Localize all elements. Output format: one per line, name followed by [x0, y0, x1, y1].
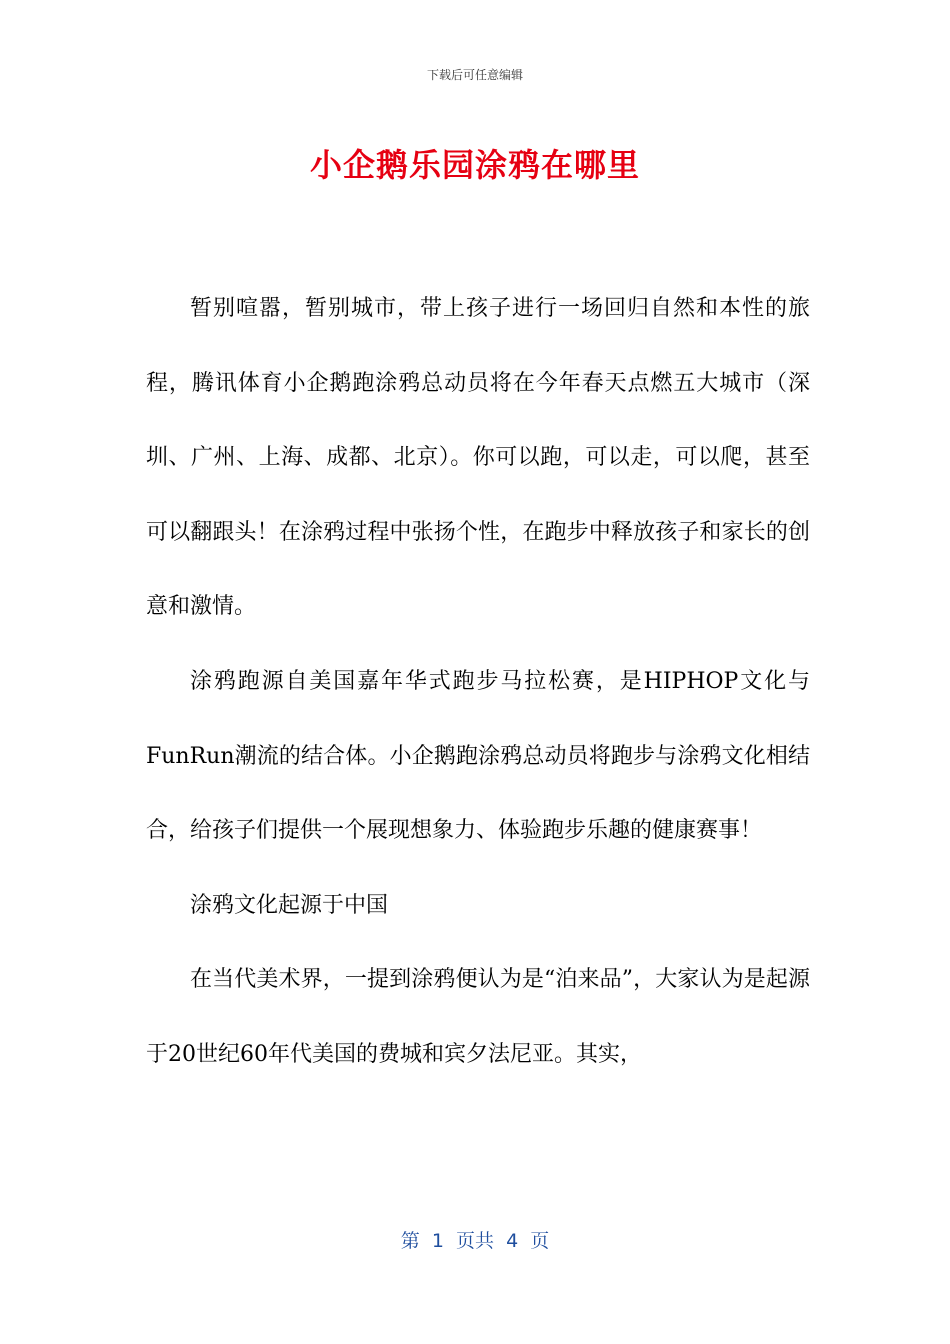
paragraph-3: 涂鸦文化起源于中国: [190, 892, 389, 918]
paragraph-2: 涂鸦跑源自美国嘉年华式跑步马拉松赛，是HIPHOP文化与FunRun潮流的结合体。小企鹅跑涂鸦总动员将跑步与涂鸦文化相结合，给孩子们提供一个展现想象力、体验跑步乐趣的健康赛事！: [146, 668, 810, 844]
paragraph-1: 暂别喧嚣，暂别城市，带上孩子进行一场回归自然和本性的旅程，腾讯体育小企鹅跑涂鸦总动员将在今年春天点燃五大城市（深圳、广州、上海、成都、北京）。你可以跑，可以走，可以爬，甚至可以翻跟头！在涂鸦过程中张扬个性，在跑步中释放孩子和家长的创意和激情。: [146, 296, 810, 620]
document-body: [146, 272, 810, 1093]
document-title: 小企鹅乐园涂鸦在哪里: [309, 146, 640, 184]
page-number-footer: 第 1 页共 4 页: [400, 1230, 550, 1252]
header-note: 下载后可任意编辑: [426, 68, 523, 82]
paragraph-4: 在当代美术界，一提到涂鸦便认为是“泊来品”，大家认为是起源于20世纪60年代美国的费城和宾夕法尼亚。其实，: [146, 967, 810, 1067]
